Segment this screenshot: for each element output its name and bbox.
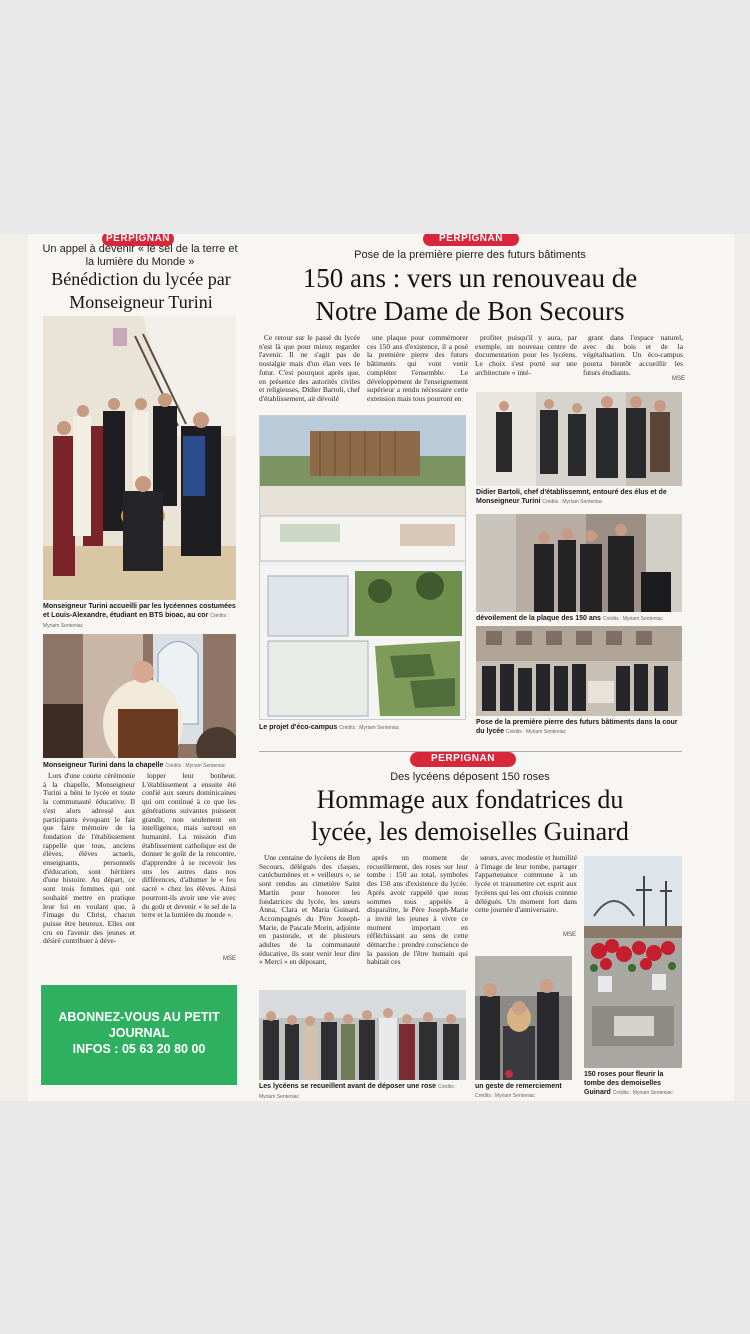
photo-students-gathering — [259, 990, 466, 1080]
photo-students-costumes — [43, 316, 236, 600]
left-col1-text: Lors d'une courte cérémonie à la chapelle, Monseigneur Turini a béni le lycée et toute la communauté éducative. Il s'est alors adressé aux participants évoquant le fait que faire mémoire de la fondation de l'établissement rappelle que tous, anciens élèves, élèves actuels, enseignants, personnels d'éducation, sont héritiers d'une histoire. Au départ, ce sont trois femmes qui ont souhaité mettre en pratique leur foi en voulant que, à l'image du Christ, chacun puisse être heureux. Elles ont cru en l'avenir des jeunes et désiré contribuer à déve- — [43, 772, 135, 946]
gesture-caption — [475, 1082, 575, 1101]
photo-students-gathering-image — [259, 990, 466, 1080]
left-headline: Bénédiction du lycée par Monseigneur Turini — [51, 269, 231, 312]
eco-campus-plan — [259, 415, 466, 720]
photo-plaque-unveiling — [476, 514, 682, 612]
first-stone-credit: Crédits : Myriam Senteniac — [505, 729, 566, 735]
plan-caption — [259, 723, 459, 733]
gathering-caption — [259, 1082, 467, 1101]
bottom-headline — [254, 784, 686, 848]
dignitaries-caption — [476, 488, 686, 507]
subscribe-promo[interactable] — [41, 985, 237, 1085]
plaque-caption — [476, 614, 686, 624]
plan-caption-text: Le projet d'éco-campus — [259, 724, 338, 731]
promo-line-1: ABONNEZ-VOUS AU PETIT JOURNAL — [58, 1010, 220, 1040]
bottom-headline-line-1: Hommage aux fondatrices du — [316, 785, 624, 814]
gesture-credit: Crédits : Myriam Senteniac — [475, 1093, 536, 1099]
bottom-headline-line-2: lycée, les demoiselles Guinard — [311, 817, 629, 846]
photo-roses-tomb-image — [584, 856, 682, 1068]
bottom-article-column-3 — [475, 854, 577, 936]
first-stone-caption — [476, 718, 686, 737]
top-kicker: Pose de la première pierre des futurs bâtiments — [354, 249, 586, 261]
photo2-credit: Crédits : Myriam Senteniac — [165, 763, 226, 769]
plan-credit: Crédits : Myriam Senteniac — [339, 725, 400, 731]
top-headline-line-1: 150 ans : vers un renouveau de — [302, 263, 638, 293]
photo1-caption-text: Monseigneur Turini accueilli par les lycéennes costumées et Louis-Alexandre, étudiant en BTS bioac, au cor — [43, 603, 236, 619]
bottom-col2-text: après un moment de recueillement, des roses sur leur tombe : 150 au total, symboles des 150 ans d'existence du lycée. Après avoir rappelé que nous sommes tous appelés à disparaître, le Père Joseph-Marie a invité les jeunes à vivre ce moment important en réfléchissant au sens de cette démarche : prendre conscience de la passion de l'être humain qui habitait ces — [367, 854, 468, 967]
bottom-article-column-2 — [367, 854, 468, 976]
left-kicker: Un appel à devenir « le sel de la terre et la lumière du Monde » — [42, 243, 238, 268]
photo-gesture-thanks — [475, 956, 572, 1080]
top-col3-text: profiter puisqu'il y aura, par exemple, un nouveau centre de documentation pour les lycéens. Le choix s'est porté sur une architecture « inté- — [475, 334, 577, 377]
top-headline-line-2: Notre Dame de Bon Secours — [315, 296, 625, 326]
newspaper-page — [28, 234, 734, 1101]
section-tag-top: PERPIGNAN — [423, 234, 519, 246]
photo-students-costumes-image — [43, 316, 236, 600]
photo-first-stone-image — [476, 626, 682, 716]
left-article-column-1 — [43, 772, 135, 968]
left-signature: MSE — [223, 956, 237, 962]
bottom-kicker: Des lycéens déposent 150 roses — [390, 771, 550, 783]
roses-caption-text: 150 roses pour fleurir la tombe des demoiselles Guinard — [584, 1071, 664, 1096]
roses-caption — [584, 1070, 684, 1098]
top-headline — [250, 262, 690, 328]
photo-plaque-unveiling-image — [476, 514, 682, 612]
photo-first-stone — [476, 626, 682, 716]
photo-bishop-chapel-image — [43, 634, 236, 758]
top-col1-text: Ce retour sur le passé du lycée n'est là que pour mieux regarder l'avenir. Il ne s'agit pas de nostalgie mais d'un élan vers le futur. C'est pourquoi après que, en présence des autorités civiles et religieuses, Didier Bartoli, chef d'établissement, ait dévoilé — [259, 334, 360, 403]
top-article-column-3 — [475, 334, 577, 386]
page-left-edge — [0, 234, 28, 1101]
dignitaries-credit: Crédits : Myriam Senteniac — [542, 499, 603, 505]
left-article-column-2 — [142, 772, 236, 958]
page-right-edge — [734, 234, 750, 1101]
top-col4-text: grant dans l'espace naturel, avec du bois et de la végétalisation. Un éco-campus pourra bientôt accueillir les futurs étudiants. — [583, 334, 683, 377]
photo1-credit: Crédits : Myriam Senteniac — [43, 613, 229, 629]
photo-dignitaries-image — [476, 392, 682, 486]
dignitaries-caption-text: Didier Bartoli, chef d'établissemnt, entouré des élus et de Monseigneur Turini — [476, 489, 667, 505]
photo-roses-tomb — [584, 856, 682, 1068]
gesture-caption-text: un geste de remerciement — [475, 1083, 562, 1090]
top-article-column-2 — [367, 334, 468, 412]
top-signature: MSE — [672, 376, 686, 382]
plaque-caption-text: dévoilement de la plaque des 150 ans — [476, 615, 601, 622]
photo-bishop-chapel — [43, 634, 236, 758]
gathering-caption-text: Les lycéens se recueillent avant de déposer une rose — [259, 1083, 437, 1090]
top-col2-text: une plaque pour commémorer ces 150 ans d'existence, il a posé la première pierre des futurs bâtiments qui vont venir compléter l'ensemble. Le développement de l'enseignement supérieur a rendu nécessaire cette extension mais tous pourront en — [367, 334, 468, 403]
photo-dignitaries — [476, 392, 682, 486]
section-tag-left: PERPIGNAN — [102, 234, 174, 246]
photo2-caption-text: Monseigneur Turini dans la chapelle — [43, 762, 164, 769]
first-stone-caption-text: Pose de la première pierre des futurs bâtiments dans la cour du lycée — [476, 719, 678, 735]
bottom-col3-text: sœurs, avec modestie et humilité à l'image de leur tombe, partager l'appartenance commune à un lycée et transmettre cet esprit aux lycéens qui les ont choisis comme délégués. Un moment fort dans cette journée d'anniversaire. — [475, 854, 577, 915]
top-article-column-4 — [583, 334, 686, 386]
eco-campus-plan-image — [260, 416, 466, 720]
promo-line-2: INFOS : 05 63 20 80 00 — [72, 1042, 206, 1056]
photo2-caption — [43, 761, 239, 771]
plaque-credit: Crédits : Myriam Senteniac — [602, 616, 663, 622]
top-article-column-1 — [259, 334, 360, 412]
photo1-caption — [43, 602, 239, 631]
gathering-credit: Crédits : Myriam Senteniac — [259, 1084, 457, 1100]
section-tag-bottom: PERPIGNAN — [410, 752, 516, 767]
photo-gesture-thanks-image — [475, 956, 572, 1080]
roses-credit: Crédits : Myriam Senteniac — [612, 1090, 673, 1096]
bottom-article-column-1 — [259, 854, 360, 976]
bottom-signature: MSE — [563, 932, 577, 938]
bottom-col1-text: Une centaine de lycéens de Bon Secours, délégués des classes, catéchumènes et « veilleurs », se sont rendus au cimetière Saint Martin pour honorer les fondatrices du lycée, les sœurs Anna, Clara et Maria Guinard. Accompagnés du Père Joseph-Marie, de Pascale Morin, adjointe en pastorale, et de plusieurs adultes de la communauté éducative, ils sont venir leur dire « Merci » en déposant, — [259, 854, 360, 967]
left-col2-text: lopper leur bonheur. L'établissement a ensuite été confié aux sœurs dominicaines qui ont continué à ce que les générations suivantes puissent grandir, non seulement en intelligence, mais surtout en humanité. La mission d'un établissement catholique est de donner le goût de la rencontre, d'apprendre à se recevoir les uns les autres dans nos différences, d'allumer le « feu sacré » chez les élèves. Ainsi pourront-ils avoir une vie avec du goût et devenir « le sel de la terre et la lumière du monde ». — [142, 772, 236, 920]
